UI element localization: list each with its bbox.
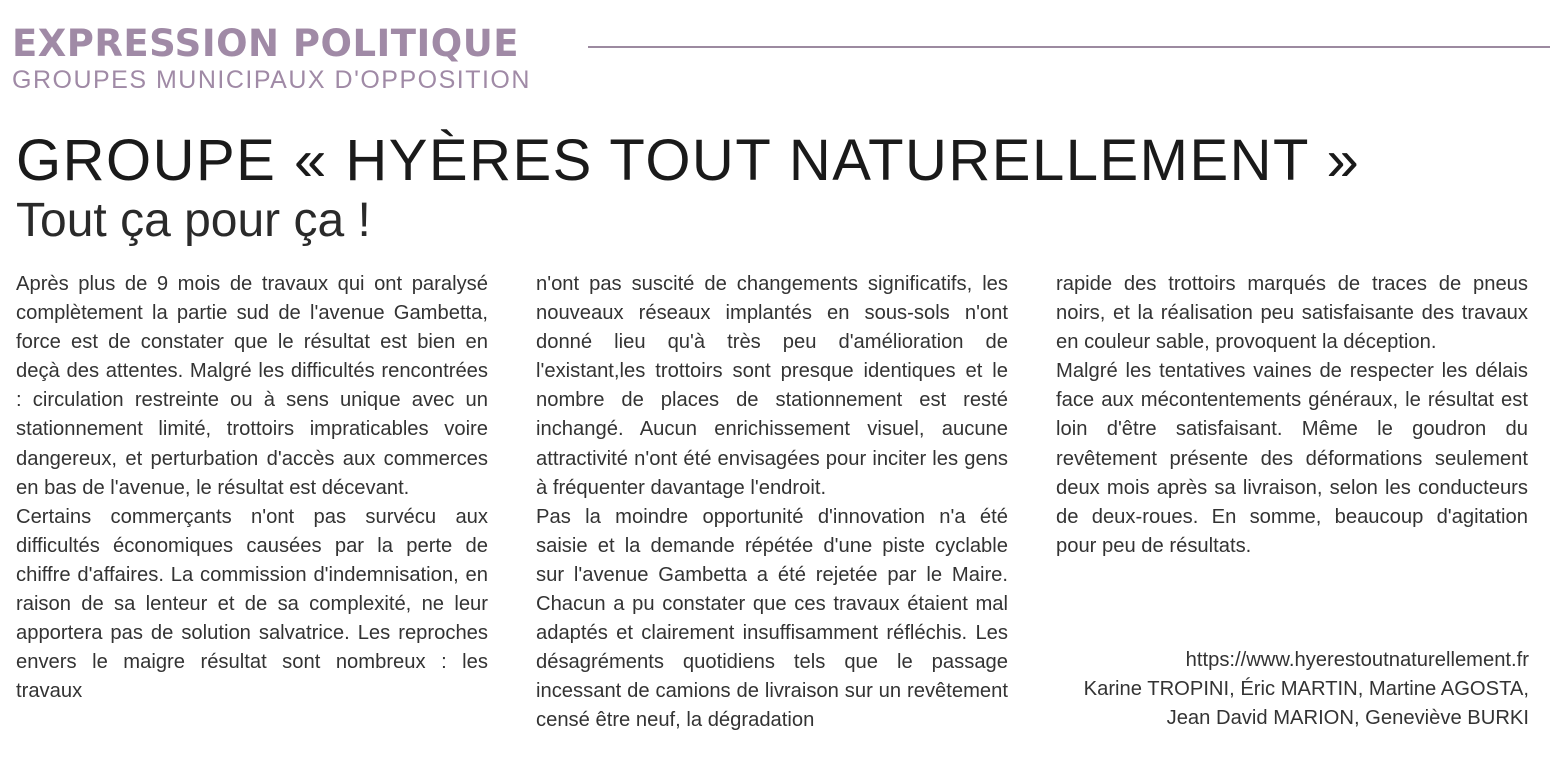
article-title: Tout ça pour ça !	[16, 194, 371, 247]
authors-line: Karine TROPINI, Éric MARTIN, Martine AGOSTA,	[1083, 678, 1529, 701]
article-paragraph: Après plus de 9 mois de travaux qui ont paralysé complètement la partie sud de l'avenue Gambetta, force est de constater que le résultat est bien en deçà des attentes. Malgré les difficultés rencontrées : circulation restreinte ou à sens unique avec un stationnement limité, trottoirs impraticables voire dangereux, et perturbation d'accès aux commerces en bas de l'avenue, le résultat est décevant.	[16, 273, 488, 499]
article-column-1	[16, 270, 488, 706]
website-link[interactable]: https://www.hyerestoutnaturellement.fr	[1185, 649, 1529, 671]
header-divider	[588, 46, 1550, 48]
article-paragraph: n'ont pas suscité de changements significatifs, les nouveaux réseaux implantés en sous-sols n'ont donné lieu qu'à très peu d'amélioration de l'existant,les trottoirs sont presque identiques et le nombre de places de stationnement est resté inchangé. Aucun enrichissement visuel, aucune attractivité n'ont été envisagées pour inciter les gens à fréquenter davantage l'endroit.	[536, 273, 1008, 499]
section-subtitle: GROUPES MUNICIPAUX D'OPPOSITION	[12, 66, 531, 94]
page-header	[12, 22, 1551, 102]
article-paragraph: Pas la moindre opportunité d'innovation n'a été saisie et la demande répétée d'une piste cyclable sur l'avenue Gambetta a été rejetée par le Maire. Chacun a pu constater que ces travaux étaient mal adaptés et clairement insuffisamment réfléchis. Les désagréments quotidiens tels que le passage incessant de camions de livraison sur un revêtement censé être neuf, la dégradation	[536, 505, 1008, 732]
article-paragraph: Malgré les tentatives vaines de respecter les délais face aux mécontentements généraux, le résultat est loin d'être satisfaisant. Même le goudron du revêtement présente des déformations seulement deux mois après sa livraison, selon les conducteurs de deux-roues. En somme, beaucoup d'agitation pour peu de résultats.	[1056, 360, 1528, 557]
signature-block	[1084, 646, 1529, 733]
article-paragraph: Certains commerçants n'ont pas survécu aux difficultés économiques causées par la perte de chiffre d'affaires. La commission d'indemnisation, en raison de sa lenteur et de sa complexité, ne leur apportera pas de solution salvatrice. Les reproches envers le maigre résultat sont nombreux : les travaux	[16, 505, 488, 703]
authors-line: Jean David MARION, Geneviève BURKI	[1166, 707, 1529, 730]
article-column-2	[536, 270, 1008, 736]
section-title: EXPRESSION POLITIQUE	[12, 22, 520, 65]
group-title: GROUPE « HYÈRES TOUT NATURELLEMENT »	[16, 128, 1361, 193]
article-column-3	[1056, 270, 1528, 561]
article-paragraph: rapide des trottoirs marqués de traces de pneus noirs, et la réalisation peu satisfaisante des travaux en couleur sable, provoquent la déception.	[1056, 273, 1528, 354]
